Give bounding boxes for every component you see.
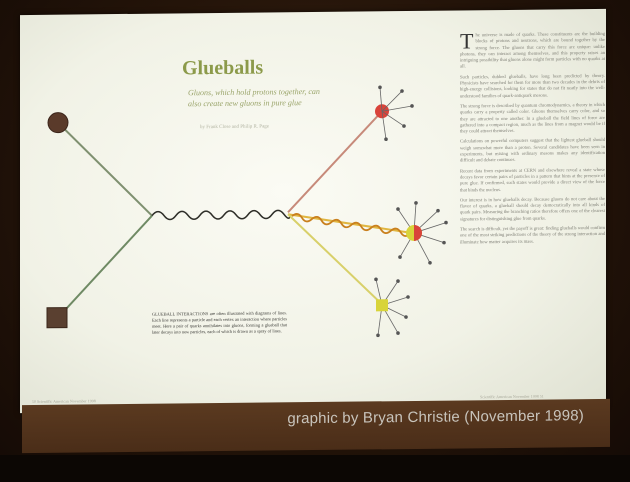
gluon-wave-line: [152, 210, 290, 219]
drop-cap: T: [460, 28, 474, 54]
caption-band: [22, 399, 610, 453]
figure-caption: GLUEBALL INTERACTIONS are often illustrated with diagrams of lines. Each line represents a particle and each vertex an interaction where particles meet. Here a pair of quarks annihilates into gluons, forming a glueball that later decays into new particles, each of which is drawn as a spray of lines.: [152, 310, 287, 335]
quark-circle-icon: [48, 113, 68, 133]
article-paragraph: The strong force is described by quantum chromodynamics, a theory in which quarks carry a property called color. Gluons themselves carry color, and so they are attracted to one another. In a glueball the field lines of force are gathered into a compact region, much as the lines from a magnet would be if they could attract themselves.: [460, 101, 605, 134]
yellow-particle-icon: [374, 277, 410, 337]
article-paragraph: The search is difficult, yet the payoff is great: finding glueballs would confirm one of the most striking predictions of the theory of the strong interaction and illuminate how matter acquires its mass.: [460, 224, 605, 245]
article-title: Glueballs: [182, 56, 264, 80]
article-text-column: [460, 28, 605, 393]
incoming-line-bottom: [58, 216, 152, 318]
incoming-line-top: [58, 122, 152, 217]
glueball-particle-icon: [396, 201, 448, 265]
author-credit: by Frank Close and Philip R. Page: [200, 124, 270, 131]
projected-slide: [20, 9, 606, 413]
red-particle-icon: [375, 85, 414, 141]
room-background: [0, 455, 630, 482]
page-footer-left: 50 Scientific American November 1998: [32, 398, 96, 404]
outgoing-line-red: [288, 111, 382, 212]
article-paragraph: Our interest is in how glueballs decay. Because gluons do not care about the flavor of quarks, a glueball should decay democratically into all kinds of quark pairs. Measuring the branching ratios therefore offers one of the clearest signatures for distinguishing glue from quarks.: [460, 195, 605, 222]
page-footer-right: Scientific American November 1998 51: [480, 393, 544, 400]
article-paragraph: he universe is made of quarks. These constituents are the building blocks of protons and neutrons, which are bound together by the strong force. The gluons that carry this force are unique: unlike photons, they can interact among themselves, and this property raises an intriguing possibility that gluons alone might form particles with no quarks at all.: [460, 30, 605, 69]
article-paragraph: Such particles, dubbed glueballs, have long been predicted by theory. Physicists have searched for them for more than two decades in the debris of high-energy collisions, looking for states that do not fit neatly into the well-understood families of quark-antiquark mesons.: [460, 72, 605, 99]
article-paragraph: Calculations on powerful computers suggest that the lightest glueball should weigh somewhat more than a proton. Several candidates have been seen in experiments, but mixing with ordinary mesons makes any identification difficult and debate continues.: [460, 137, 605, 163]
graphic-credit-caption: graphic by Bryan Christie (November 1998): [287, 407, 584, 428]
article-paragraph: Recent data from experiments at CERN and elsewhere reveal a state whose decays favor certain pairs of particles in a pattern that hints at the presence of pure glue. If confirmed, such states would provide a direct view of the force that binds the nucleus.: [460, 166, 605, 192]
quark-square-icon: [47, 308, 67, 328]
article-subtitle: Gluons, which hold protons together, can also create new gluons in pure glue: [188, 86, 320, 109]
